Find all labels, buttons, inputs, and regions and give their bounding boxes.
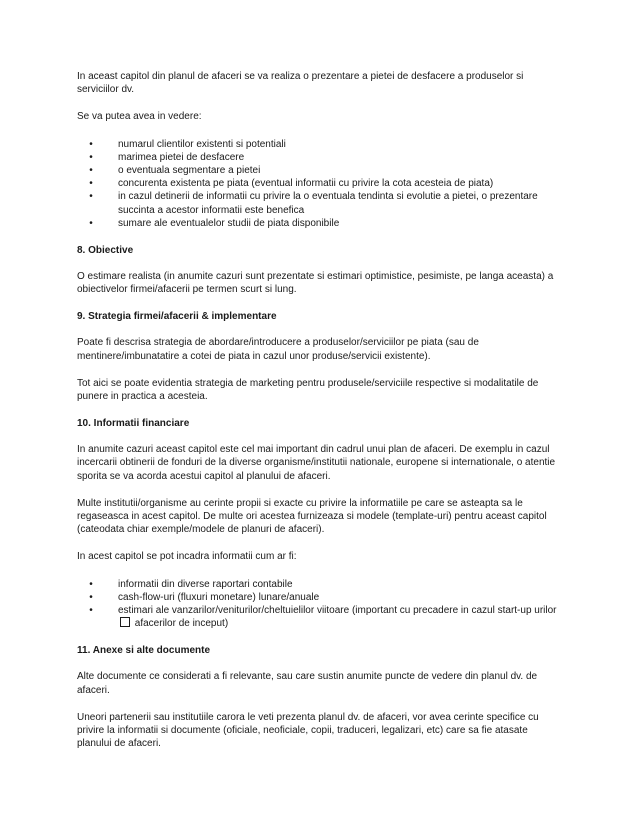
list-item: • sumare ale eventualelor studii de piata disponibile (85, 217, 563, 230)
intro-paragraph: In aceast capitol din planul de afaceri se va realiza o prezentare a pietei de desfacere a produselor si serviciilor dv. (77, 71, 524, 96)
document-page (77, 70, 563, 765)
list-item: • marimea pietei de desfacere (85, 151, 563, 164)
bullet-icon: • (89, 578, 93, 590)
bullet-icon: • (89, 151, 93, 163)
bullet-icon: • (89, 165, 93, 177)
financial-bullet-list (77, 578, 563, 631)
bullet-icon: • (89, 178, 93, 190)
section-heading-objectives: 8. Obiective (77, 245, 134, 257)
list-item: • numarul clientilor existenti si potentiali (85, 138, 563, 151)
list-item: • o eventuala segmentare a pietei (85, 164, 563, 177)
bullet-icon: • (89, 591, 93, 603)
list-item: • estimari ale vanzarilor/veniturilor/cheltuielilor viitoare (important cu precadere in cazul start-up urilor afacerilor de inceput) (85, 604, 563, 630)
market-bullet-list (77, 138, 563, 230)
strategy-paragraph-2: Tot aici se poate evidentia strategia de marketing pentru produsele/serviciile respective si modalitatile de punere in practica a acesteia. (77, 377, 539, 403)
bullet-icon: • (89, 217, 93, 229)
list-item: • in cazul detinerii de informatii cu privire la o eventuala tendinta si evolutie a pietei, o prezentare succinta a acestor informatii este benefica (85, 190, 563, 216)
strategy-paragraph-1: Poate fi descrisa strategia de abordare/introducere a produselor/serviciilor pe piata (sau de mentinere/imbunatatire a cotei de piata in cazul unor produse/servicii existente). (77, 337, 479, 362)
section-heading-annexes: 11. Anexe si alte documente (77, 645, 211, 657)
bullet-icon: • (89, 605, 93, 617)
bullet-icon: • (89, 191, 93, 203)
financial-paragraph-1: In anumite cazuri aceast capitol este cel mai important din cadrul unui plan de afaceri. De exemplu in cazul incercarii obtinerii de fonduri de la diverse organisme/institutii nationale, europene si internationale, o atentie sporita se va acorda acestui capitol al planului de afaceri. (77, 444, 556, 482)
intro-lead: Se va putea avea in vedere: (77, 111, 202, 123)
list-item: • informatii din diverse raportari contabile (85, 578, 563, 591)
section-heading-financial: 10. Informatii financiare (77, 418, 190, 430)
list-item: • cash-flow-uri (fluxuri monetare) lunare/anuale (85, 591, 563, 604)
financial-paragraph-3: In acest capitol se pot incadra informatii cum ar fi: (77, 551, 297, 563)
annexes-paragraph-2: Uneori partenerii sau institutiile carora le veti prezenta planul dv. de afaceri, vor avea cerinte specifice cu privire la informatii si documente (oficiale, neoficiale, copii, traduceri, legalizari, etc) care sa fie atasate planului de afaceri. (77, 711, 539, 750)
list-item: • concurenta existenta pe piata (eventual informatii cu privire la cota acesteia de piata) (85, 177, 563, 190)
section-heading-strategy: 9. Strategia firmei/afacerii & implementare (77, 311, 277, 323)
missing-glyph-box-icon (120, 617, 130, 627)
bullet-icon: • (89, 138, 93, 150)
objectives-paragraph: O estimare realista (in anumite cazuri sunt prezentate si estimari optimistice, pesimiste, pe langa aceasta) a obiectivelor firmei/afacerii pe termen scurt si lung. (77, 271, 554, 296)
annexes-paragraph-1: Alte documente ce considerati a fi relevante, sau care sustin anumite puncte de vedere din planul dv. de afaceri. (77, 671, 538, 696)
financial-paragraph-2: Multe institutii/organisme au cerinte propii si exacte cu privire la informatiile pe care se asteapta sa le regaseasca in acest capitol. De multe ori acestea furnizeaza si modele (template-uri) pentru aceast capitol (cateodata chiar exemple/modele de planuri de afaceri). (77, 497, 547, 536)
